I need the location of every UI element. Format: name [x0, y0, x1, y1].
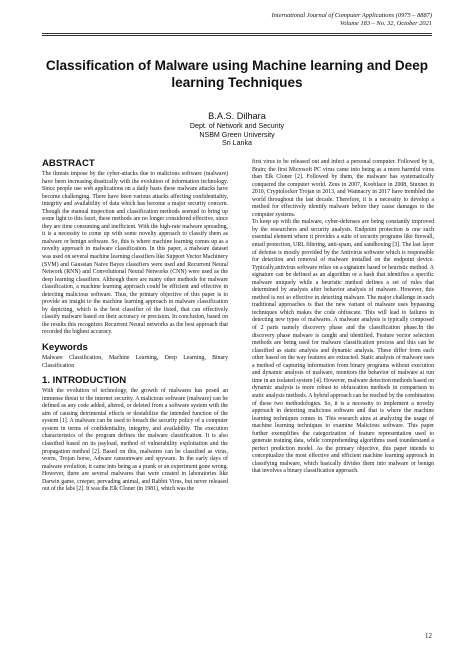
journal-line: International Journal of Computer Applications (0975 – 8887): [271, 12, 432, 19]
author-block: [42, 110, 432, 148]
abstract-heading: ABSTRACT: [42, 158, 95, 169]
right-paragraph-2: To keep up with the malware, cyber-defenses are being constantly improved by the researchers and security analysts. Endpoint protection is one such essential element where it provides a suite of security programs like firewall, email protection, URL filtering, anti-spam, and sandboxing [3]. The last layer of defense is mostly provided by the Antivirus software which is responsible for detection and removal of malware installed on the endpoint device. Typically,antivirus software relies on a signature based or heuristic method. A signature can be defined as an algorithm or a hash that identifies a specific malware uniquely while a heuristic method defines a set of rules that determined by analysts after behavior analysis of malware. However, this method is not so effective in detecting malware. The major challenge in such traditional approaches is that the new variant of malware uses bypassing techniques which makes the code obfuscate. This will lead to failures in detecting new types of malwares. A malware analysis is typically composed of 2 parts namely discovery phase and the classification phase.In the discovery phase malware is caught and identified. Feature vector selection methods are being used for malware classification process and this can be classified as static analysis and dynamic analysis. These differ from each other based on the way features are extracted. Static analysis of malware uses a method of capturing information from binary programs without execution and dynamic analysis of malware, monitors the behavior of malware at run time in an isolated system [4]. However, malware detection methods based on dynamic analysis is more robust to obfuscation methods in comparison to static analysis methods. A hybrid approach can be reached by the combination of these two methodologies. So, it is a necessity to implement a novelty approach in detecting malicious software and that is where the machine learning techniques comes in. This research aims at analyzing the usage of machine learning techniques to examine Malicious software. This paper further exemplifies the categorization of feature representation used to generate training data, while comprehending algorithms used tounderstand a perfect prediction model. As the primary objective, this paper intends to conceptualize the most effective and efficient machine learning approach in classifying malware, which basically divides them into malware or benign that involves a binary classification approach.: [252, 219, 434, 475]
right-column: [252, 159, 434, 476]
author-affiliation-country: Sri Lanka: [222, 139, 252, 148]
author-name: B.A.S. Dilhara: [208, 111, 266, 121]
keywords-heading: Keywords: [42, 342, 88, 354]
left-column: [42, 158, 228, 494]
introduction-text: With the evolution of technology, the growth of malwares has posed an immense threat to the internet security. A malicious software (malware) can be defined as any code added, altered, or deleted from a software system with the aim of causing detrimental effects or destabilize the intended function of the system [1]. A malware can be used to breach the security policy of a computer system in terms of confidentiality, integrity, and availability. The execution characteristics of the program defines the malware classification. It is also classified based on its payload, method of vulnerability exploitation and the propagation method [2]. Based on this, malwares can be classified as virus, worm, Trojan horse, Adware ransomware and spyware. In the early days of malware evolution, it came into being as a prank or an experiment gone wrong. However, there are several malwares that were created in laboratories like Darwin game, creeper, pervading animal, and Rabbit Virus, but never released out of the labs [2]. It was the Elk Cloner (in 1981), which was the: [42, 388, 228, 493]
header-rule-bottom: [42, 35, 432, 36]
header-rule-top: [42, 33, 432, 34]
abstract-text: The threats impose by the cyber-attacks due to malicious software (malware) have been increasing drastically with the evolution of information technology. Since people use web applications on a daily basis these malware attacks have become challenging. There have been various attacks affecting confidentiality, integrity and availability of data which has become a major security concern. Though the manual inspection and classification methods seemed to bring up some light to this facet, these methods are no longer considered effective, since they are time consuming and inefficient. With the high-rate malware spreading, it is a necessity to come up with some novelty approach to classify them as malware or benign software. So, this is where machine learning comes up as a novelty approach in malware classification. In this paper, a malware dataset was used on several machine learning classifiers like Support Vector Machinery (SVM) and Gaussian Naive Bayes classifiers were used and Recurrent Neural Network (RNN) and Convolutional Neural Networks (CNN) were used as the deep learning classifiers. Although there are many other methods for malware classification, a machine learning approach could be efficient and effective in detecting malicious software. Thus, the primary objective of this paper is to provide an insight to the machine learning approach in malware classification by depicting, which is the best classifier of the listed, that can effectively classify malware based on their accuracy or precision. In conclusion, based on the results this recognizes Recurrent Neural networks as the best approach that recorded the highest accuracy.: [42, 171, 228, 336]
volume-line: Volume 183 – No. 32, October 2021: [340, 20, 432, 27]
author-affiliation-dept: Dept. of Network and Security: [189, 122, 285, 130]
right-paragraph-1: first virus to be released out and infect a personal computer. Followed by it, Brain; the first Microsoft PC virus came into being as a more harmful virus than Elk Cloner [2]. Followed by them, the malware has systematically conquered the computer world. Zeus in 2007, Koobface in 2008, Stuxnet in 2010, Cryptolocker Trojan in 2013, and Wannacry in 2017 have trembled the world throughout the last decade. Therefore, it is a necessity to develop a method for effectively identify malware before they cause damages to the computer systems.: [252, 159, 434, 218]
introduction-heading: 1. INTRODUCTION: [42, 375, 127, 387]
paper-title: Classification of Malware using Machine learning and Deep learning Techniques: [45, 58, 429, 90]
keywords-text: Malware Classification, Machine Learning, Deep Learning, Binary Classification: [42, 355, 228, 369]
author-affiliation-university: NSBM Green University: [199, 130, 275, 139]
journal-header: [132, 12, 432, 28]
page-number: 12: [425, 632, 432, 640]
